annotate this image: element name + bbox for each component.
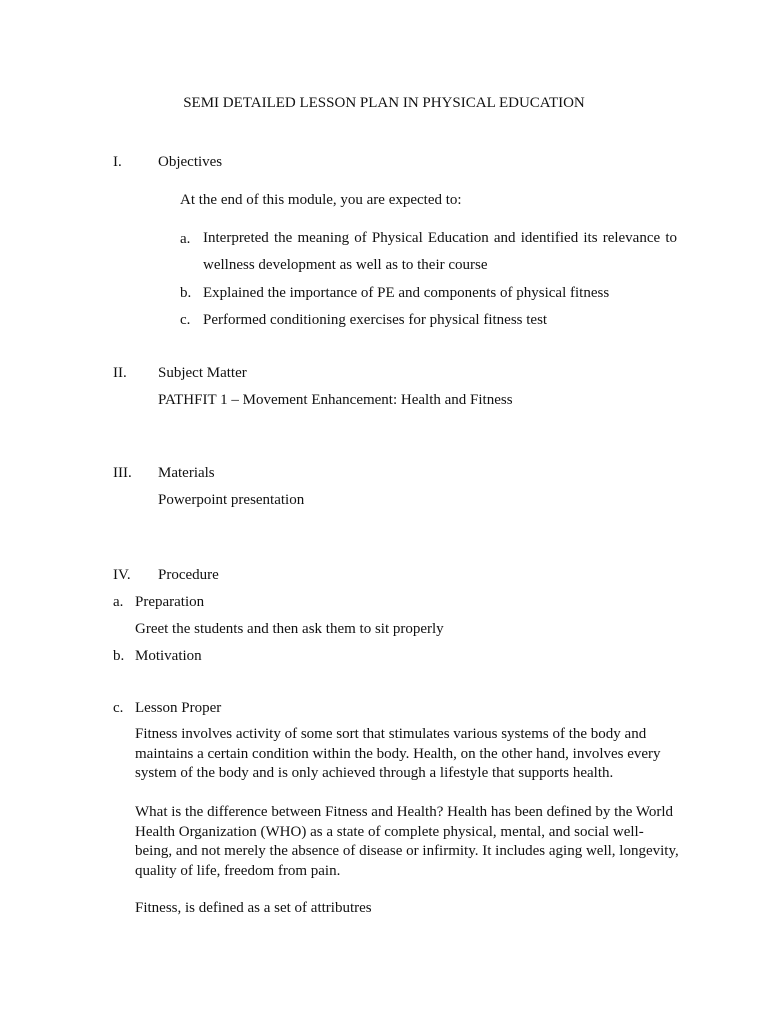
lesson-paragraph: What is the difference between Fitness and Health? Health has been defined by the World Health Organization (WHO) as a state of complete physical, mental, and social well-being, and not merely the absence of disease or infirmity. It includes aging well, longevity, quality of life, freedom from pain. <box>135 804 679 879</box>
objectives-intro: At the end of this module, you are expected to: <box>180 192 462 208</box>
objectives-heading: Objectives <box>158 154 223 170</box>
materials-numeral: III. <box>113 465 132 481</box>
procedure-step-marker: a. <box>113 594 124 610</box>
procedure-step-heading: Lesson Proper <box>135 700 222 716</box>
objective-item: Performed conditioning exercises for physical fitness test <box>203 312 548 328</box>
procedure-step-heading: Motivation <box>135 648 202 664</box>
procedure-step-marker: c. <box>113 700 124 716</box>
procedure-heading: Procedure <box>158 567 219 583</box>
lesson-paragraph: Fitness involves activity of some sort that stimulates various systems of the body and maintains a certain condition within the body. Health, on the other hand, involves every system of the body and is only achieved through a lifestyle that supports health. <box>135 726 661 781</box>
objective-item: Interpreted the meaning of Physical Education and identified its relevance to wellness development as well as to their course <box>203 230 677 273</box>
procedure-step-marker: b. <box>113 648 125 664</box>
procedure-step-heading: Preparation <box>135 594 205 610</box>
procedure-numeral: IV. <box>113 567 131 583</box>
page-title: SEMI DETAILED LESSON PLAN IN PHYSICAL EDUCATION <box>183 95 585 111</box>
lesson-paragraph: Fitness, is defined as a set of attributres <box>135 900 372 916</box>
objectives-numeral: I. <box>113 154 122 170</box>
objective-marker: a. <box>180 231 191 247</box>
objective-item: Explained the importance of PE and components of physical fitness <box>203 285 610 301</box>
subject-matter-numeral: II. <box>113 365 127 381</box>
subject-matter-heading: Subject Matter <box>158 365 247 381</box>
subject-matter-content: PATHFIT 1 – Movement Enhancement: Health and Fitness <box>158 392 513 408</box>
materials-heading: Materials <box>158 465 215 481</box>
objective-marker: c. <box>180 312 191 328</box>
materials-content: Powerpoint presentation <box>158 492 305 508</box>
procedure-step-content: Greet the students and then ask them to sit properly <box>135 621 444 637</box>
objective-marker: b. <box>180 285 192 301</box>
